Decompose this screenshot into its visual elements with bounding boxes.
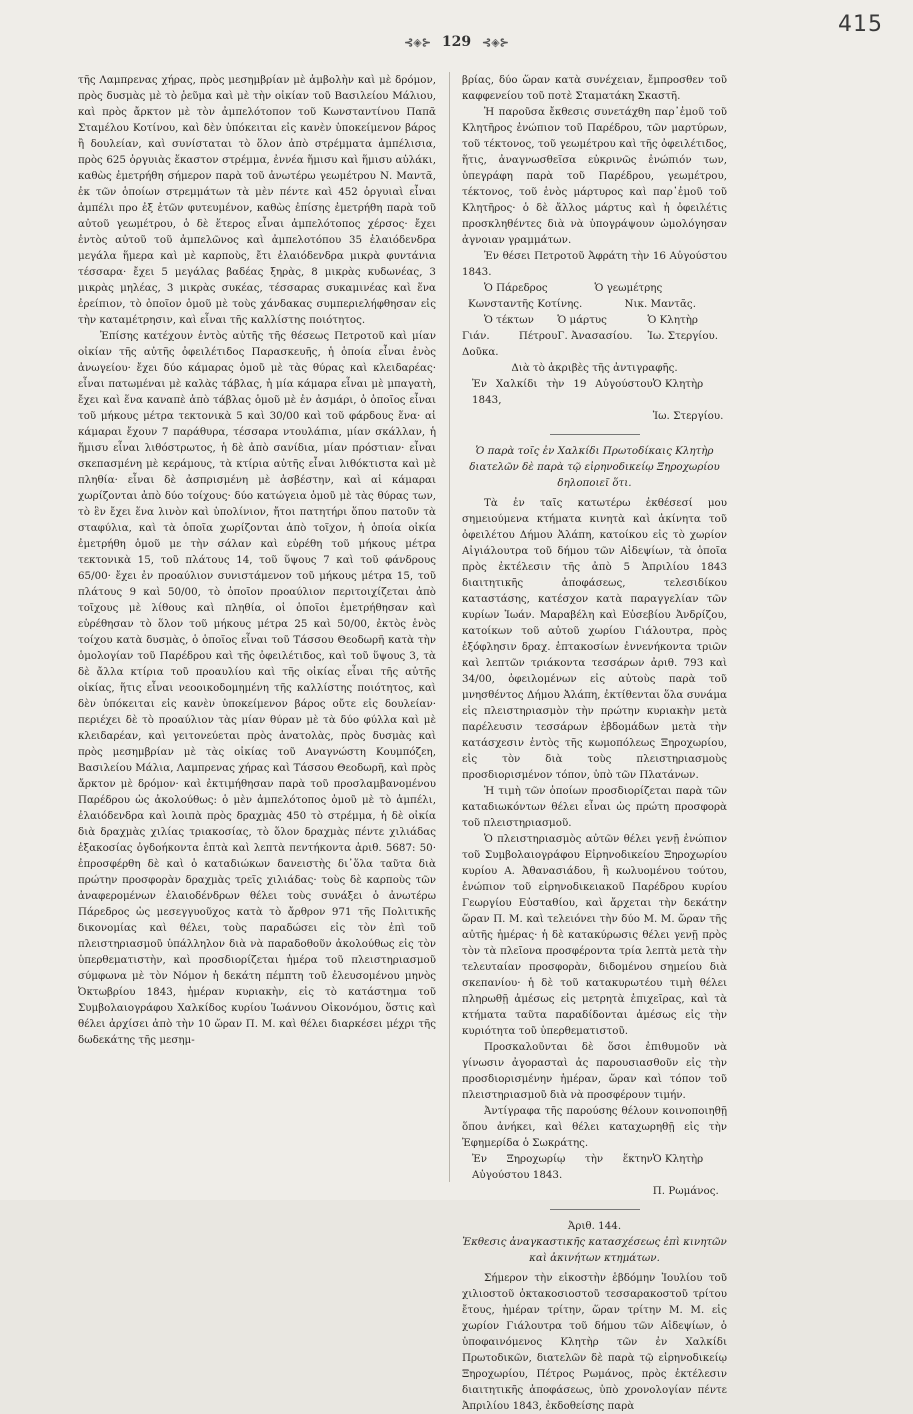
notice-date-line: Ἐν Ξηροχωρίῳ τὴν ἕκτην Αὐγούστου 1843. <box>472 1153 653 1181</box>
ornament-right-icon: ⊰◈⊱ <box>481 36 509 49</box>
notice-heading: Ὁ παρὰ τοῖς ἐν Χαλκίδι Πρωτοδίκαις Κλητὴρ διατελῶν δὲ παρὰ τῷ εἰρηνοδικείῳ Ξηροχωρίου δηλοποιεῖ ὅτι. <box>469 445 720 489</box>
notice-sig-role: Ὁ Κλητὴρ <box>652 1153 704 1165</box>
right-closing-paragraph: Ἡ παροῦσα ἔκθεσις συνετάχθη παρ᾽ἐμοῦ τοῦ Κλητῆρος ἐνώπιον τοῦ Παρέδρου, τῶν μαρτύρων, τοῦ τέκτονος, τοῦ γεωμέτρου καὶ τῆς ὀφειλέτιδος, ἥτις, ἀναγνωσθεῖσα εὐκρινῶς ἐνώπιόν των, ὑπεγράφη παρὰ τοῦ Παρέδρου, γεωμέτρου, τέκτονος, τοῦ ἑνὸς μάρτυρος καὶ παρ᾽ἐμοῦ τοῦ Κλητῆρος· ὁ δὲ ἄλλος μάρτυς καὶ ἡ ὀφειλέτις προσκληθέντες διὰ νὰ ὑπογράψουν ὡμολόγησαν ἀγνοιαν γραμμάτων. <box>462 106 727 246</box>
signature-block-2 <box>462 312 727 360</box>
notice-paragraph-2: Ἡ τιμὴ τῶν ὁποίων προσδιορίζεται παρὰ τῶν καταδιωκόντων θέλει εἶναι ὡς πρώτη προσφορὰ τοῦ πλειστηριασμοῦ. <box>462 785 727 829</box>
sig-role-tekton: Ὁ τέκτων <box>484 314 534 326</box>
sig-role-klitir-2: Ὁ Κλητὴρ <box>652 378 704 390</box>
sig-name-kotinis: Κωνσταντῆς Κοτίνης. <box>468 298 583 310</box>
notice-paragraph-5: Ἀντίγραφα τῆς παρούσης θέλουν κοινοποιηθῇ ὅπου ἀνήκει, καὶ θέλει καταχωρηθῇ εἰς τὴν Ἐφημερίδα ὁ Σωκράτης. <box>462 1105 727 1149</box>
notice-sig-name: Π. Ρωμάνος. <box>652 1185 719 1197</box>
right-date-line-2: Ἐν Χαλκίδι τὴν 19 Αὐγούστου 1843, <box>472 378 653 406</box>
copy-certification: Διὰ τὸ ἀκριβὲς τῆς ἀντιγραφῆς. <box>511 362 678 374</box>
sig-name-stergiou-2: Ἰω. Στεργίου. <box>652 410 724 422</box>
signature-block-4 <box>462 1151 727 1199</box>
signature-block-1 <box>462 280 727 312</box>
sig-role-klitir: Ὁ Κλητὴρ <box>647 314 698 326</box>
right-continuation: βρίας, δύο ὥραν κατὰ συνέχειαν, ἔμπροσθεν τοῦ καφφενείου τοῦ ποτὲ Σταματάκη Σκαστῆ. <box>462 74 727 102</box>
right-column-content <box>462 72 727 1414</box>
sig-role-paredros: Ὁ Πάρεδρος <box>484 282 548 294</box>
sig-name-mantas: Νικ. Μαντᾶς. <box>624 298 696 310</box>
signature-block-3 <box>462 376 727 424</box>
notice-paragraph-3: Ὁ πλειστηριασμὸς αὐτῶν θέλει γενῇ ἐνώπιον τοῦ Συμβολαιογράφου Εἰρηνοδικείου Ξηροχωρίου κυρίου Α. Ἀθανασιάδου, ἢ κωλυομένου τούτου, ἐνώπιον τοῦ εἰρηνοδικειακοῦ Παρέδρου κυρίου Γεωργίου Εὐσταθίου, καὶ ἄρχεται τὴν δεκάτην ὥραν Π. Μ. καὶ τελειόνει τὴν δύο Μ. Μ. ὥραν τῆς αὐτῆς ἡμέρας· ἡ δὲ κατακύρωσις θέλει γενῇ πρὸς τὸν τὰ πλεῖονα προσφέροντα τρία λεπτὰ μετὰ τὴν τελευταίαν προσφορὰν, διδομένου σημείου διὰ σκεπανίου· ἡ δὲ τοῦ κατακυρωτέου τιμὴ θέλει πληρωθῇ ἀμέσως εἰς μετρητὰ ἐπιχεῖρας, καὶ τὰ κτήματα ταῦτα παραδίδονται ἀμέσως εἰς τὴν κυριότητα τοῦ ὑπερθεματιστοῦ. <box>462 833 727 1037</box>
section-rule-2 <box>550 1209 640 1210</box>
page-number-header <box>0 34 913 50</box>
column-divider <box>449 72 450 1182</box>
sig-name-stergiou-1: Ἰω. Στεργίου. <box>647 330 719 342</box>
notice-paragraph-1: Τὰ ἐν ταῖς κατωτέρω ἐκθέσεσί μου σημειούμενα κτήματα κινητὰ καὶ ἀκίνητα τοῦ ὀφειλέτου Δήμου Ἀλάπη, κατοίκου εἰς τὸ χωρίον Αἰγιάλουτρα τοῦ δήμου τῶν Αἰδεψίων, τὰ ὁποῖα πρὸς ἐκτέλεσιν τῆς ἀπὸ 5 Ἀπριλίου 1843 διαιτητικῆς ἀποφάσεως, τελεσιδίκου καταστάσης, κατέσχον κατὰ παραγγελίαν τῶν κυρίων Ἰωάν. Μαραβέλη καὶ Εὐσεβίου Ἀνδρίζου, κατοίκων τοῦ αὐτοῦ χωρίου Γιάλουτρα, πρὸς ἐξόφλησιν δραχ. ἑπτακοσίων ἐννενήκοντα τριῶν καὶ λεπτῶν τριάκοντα τεσσάρων ἀριθ. 793 καὶ 34/00, ὀφειλομένων εἰς αὐτοὺς παρὰ τοῦ μνησθέντος Δήμου Ἀλάπη, ἐκτίθενται ὅλα συνάμα εἰς πλειστηριασμὸν τὴν πρώτην κυριακὴν μετὰ παρέλευσιν τεσσάρων ἑβδομάδων μετὰ τὴν κατάσχεσιν ἐντὸς τῆς κωμοπόλεως Ξηροχωρίου, εἰς τὸν διὰ τοὺς πλειστηριασμοὺς προσδιορισμένον τόπον, ὑπὸ τῶν Πλατάνων. <box>462 497 727 781</box>
ornament-left-icon: ⊰◈⊱ <box>404 36 431 49</box>
left-paragraph-1: τῆς Λαμπρενας χήρας, πρὸς μεσημβρίαν μὲ ἀμβολὴν καὶ μὲ δρόμον, πρὸς δυσμὰς μὲ τὸ ῥεῦμα καὶ μὲ τὴν οἰκίαν τοῦ Βασιλείου Μάλιου, καὶ πρὸς ἄρκτον μὲ τὸν ἀμπελότοπον τοῦ Κωνσταντίνου Παπᾶ Σταμέλου Κοτίνου, καὶ δὲν ὑπόκειται εἰς κανὲν ὑποκείμενον βάρος ἢ δουλείαν, καὶ συνίσταται τὸ ὅλον ἀπὸ στρέμματα ἀμπέλισια, πρὸς 625 ὀργυιὰς ἕκαστον στρέμμα, ἐννέα ἥμισυ καὶ ἥμισυ αὐλάκι, καθὼς ἐμετρήθη σήμερον παρὰ τοῦ ἀνωτέρω γεωμέτρου Ν. Μαντᾶ, ἐκ τῶν ὁποίων στρεμμάτων τὰ μὲν πέντε καὶ 452 ὀργυιαὶ εἶναι ἀμπέλι προ ἐξ ἐτῶν φυτευμένον, καθὼς ἐπίσης ἐμετρήθη παρὰ τοῦ αὐτοῦ γεωμέτρου, ὁ δὲ ἕτερος εἶναι ἀμπελότοπος χέρσος· ἔχει ἐντὸς αὐτοῦ τοῦ ἀμπελῶνος καὶ ἀμπελοτόπου 35 ἐλαιόδενδρα μεγάλα ἥμερα καὶ μὲ καρποὺς, ἔτι ἐλαιόδενδρα μικρὰ φυντάνια τέσσαρα· ἔχει 5 μεγάλας βαδέας ξηρὰς, 8 μικρὰς κυδωνέας, 3 μικρὰς μηλέας, 3 μικρὰς συκέας, τέσσαρας συκαμινέας καὶ ἕνα ἐρείπιον, τὸ ὁποῖον ὁμοῦ μὲ τοὺς χάνδακας συμπεριελήφθησαν εἰς τὴν καταμέτρησιν, καὶ εἶναι τῆς καλλίστης ποιότητος. <box>78 74 436 326</box>
section-rule <box>550 434 640 435</box>
page-number: 129 <box>441 34 472 50</box>
article-body: Σήμερον τὴν εἰκοστὴν ἑβδόμην Ἰουλίου τοῦ χιλιοστοῦ ὀκτακοσιοστοῦ τεσσαρακοστοῦ τρίτου ἔτους, ἡμέραν τρίτην, ὥραν τρίτην Μ. Μ. εἰς χωρίον Γιάλουτρα τοῦ δήμου τῶν Αἰδεψίων, ὁ ὑποφαινόμενος Κλητὴρ τῶν ἐν Χαλκίδι Πρωτοδικῶν, διατελῶν δὲ παρὰ τῷ εἰρηνοδικείῳ Ξηροχωρίου, Πέτρος Ρωμάνος, πρὸς ἐκτέλεσιν διαιτητικῆς ἀποφάσεως, ὑπὸ χρονολογίαν πέντε Ἀπριλίου 1843, ἐκδοθείσης παρὰ <box>462 1272 727 1412</box>
left-column <box>78 72 436 1182</box>
sig-role-geometris: Ὁ γεωμέτρης <box>594 282 663 294</box>
sig-name-doukas: Γιάν. Πέτρου Δοῦκα. <box>462 330 558 358</box>
handwritten-folio-number: 415 <box>838 12 883 37</box>
sig-role-martys: Ὁ μάρτυς <box>557 314 607 326</box>
left-paragraph-2: Ἐπίσης κατέχουν ἐντὸς αὐτῆς τῆς θέσεως Πετροτοῦ καὶ μίαν οἰκίαν τῆς αὐτῆς ὀφειλέτιδος Παρασκευῆς, ἡ ὁποία εἶναι ἐνὸς ἀνωγείου· ἔχει δύο κάμαρας ὁμοῦ μὲ τὰς θύρας καὶ κλειδαρέας· εἶναι πατωμέναι μὲ καλὰς τάβλας, ἡ μία κάμαρα εἶναι μὲ μπαγατὴ, ἔχει καὶ ἕνα καναπὲ ἀπὸ τάβλας ὁμοῦ μὲ ἐν ἀσμάρι, ὁ ὁποῖος εἶναι τοῦ μήκους μέτρα τεκτονικὰ 5 καὶ 30/00 καὶ τοῦ φάρδους ἕνα· αἱ κάμαραι ἔχουν 7 παράθυρα, τέσσαρα ντουλάπια, μίαν σκάλλαν, ἡ ἥμισυ εἶναι λιθόστρωτος, ἡ δὲ ἀπὸ σανίδια, μίαν πρόστιαν· εἶναι σκεπασμένη μὲ κεράμους, τὰ κτίρια αὐτῆς εἶναι λιθόκτιστα καὶ μὲ πληθία· εἶναι δὲ ἀσπρισμένη μὲ ἀσβέστην, καὶ αἱ κάμαραι χωρίζονται ἀπὸ δύο τοίχους· δύο κατώγεια ὁμοῦ μὲ τὰς θύρας των, τὸ ἓν ἔχει ἕνα λινὸν καὶ ὑπολίνιον, ἤτοι πατητήρι ὅπου πατοῦν τὰ σταφύλια, καὶ τὰ ὁποῖα χωρίζονται ἀπὸ τοῖχον, ἡ ὁποία οἰκία ἐμετρήθη ὁμοῦ με τὴν σάλαν καὶ εὑρέθη τοῦ μήκους μέτρα τεκτονικὰ 15, τοῦ πλάτους 14, τοῦ ὕψους 7 καὶ τοῦ φάνδρους 65/00· ἔχει ἐν προαύλιον συνιστάμενον τοῦ μήκους μέτρα 15, τοῦ πλάτους 9 καὶ 50/00, τὸ ὁποῖον προαύλιον περιτοιχίζεται ἀπὸ τοῖχους μὲ λίθους καὶ πληθία, οἱ ὁποῖοι ἐμετρήθησαν καὶ εὑρέθησαν τὸ ὅλον τοῦ μήκους μέτρα 25 καὶ 50/00, ἐκτὸς ἑνὸς τοίχου κατὰ δυσμὰς, ὁ ὁποῖος εἶναι τοῦ Τάσσου Θεοδωρῆ κατὰ τὴν ὁμολογίαν τοῦ Παρέδρου καὶ τῆς ὀφειλέτιδος, καὶ τοῦ ὕψους 3, τὰ δὲ ἄλλα κτίρια τοῦ προαυλίου καὶ τῆς οἰκίας εἶναι τῆς αὐτῆς οἰκίας, ἥτις εἶναι νεοοικοδομημένη τῆς καλλίστης ποιότητος, καὶ δὲν ὑπόκειται εἰς κανὲν ὑποκείμενον βάρος οὔτε εἰς δουλείαν· περιέχει δὲ τὸ προαύλιον τὰς μίαν θύραν μὲ τὰ δύο φύλλα καὶ μὲ κλειδαρέαν, καὶ γειτονεύεται πρὸς ἀνατολὰς, πρὸς δυσμὰς καὶ πρὸς μεσημβρίαν μὲ τὰς οἰκίας τοῦ Αναγνώστη Κουμπόζεη, Βασιλείου Μάλια, Λαμπρενας χήρας καὶ Τάσσου Θεοδωρῆ, καὶ πρὸς ἄρκτον μὲ δρόμον· καὶ ἐκτιμήθησαν παρὰ τοῦ προσλαμβανομένου Παρέδρου ὡς ἀκολούθως: ὁ μὲν ἀμπελότοπος ὁμοῦ μὲ τὸ ἀμπέλι, ἐλαιόδενδρα καὶ λοιπὰ πρὸς δραχμὰς 450 τὸ στρέμμα, ἡ δὲ οἰκία διὰ δραχμὰς χιλίας τριακοσίας, τὸ ὅλον δραχμὰς πέντε χιλιάδας ἑξακοσίας ὀγδοήκοντα ἑπτὰ καὶ λεπτὰ πεντήκοντα ἀριθ. 5687: 50· ἐπροσφέρθη δὲ καὶ ὁ καταδιώκων δανειστὴς δι᾽ὅλα ταῦτα διὰ πρώτην προσφορὰν δραχμὰς τρεῖς χιλιάδας· τοὺς δὲ καρποὺς τῶν ἀναφερομένων ἐλαιοδένδρων θέλει τοὺς συνάξει ὁ ἀνωτέρω Πάρεδρος ὡς μεσεγγυοῦχος κατὰ τὸ ἄρθρον 971 τῆς Πολιτικῆς δικονομίας καὶ θέλει, τοὺς παραδώσει εἰς τὸν ἐπὶ τοῦ πλειστηριασμοῦ ὑπάλληλον διὰ νὰ παραδοθοῦν ἀκολούθως εἰς τὸν ὑπερθεματιστὴν, καὶ προσδιορίζεται ἡμέρα τοῦ πλειστηριασμοῦ σύμφωνα μὲ τὸν Νόμον ἡ δεκάτη πέμπτη τοῦ ἐλευσομένου μηνὸς Ὀκτωβρίου 1843, ἡμέραν κυριακὴν, εἰς τὸ κατάστημα τοῦ Συμβολαιογράφου Χαλκίδος κυρίου Ἰωάννου Οἰκονόμου, ὅστις καὶ θέλει ἀρχίσει ἀπὸ τὴν 10 ὥραν Π. Μ. καὶ θέλει διαρκέσει μέχρι τῆς δωδεκάτης τῆς μεσημ- <box>78 330 436 1046</box>
article-title: Ἐκθεσις ἀναγκαστικῆς κατασχέσεως ἐπὶ κινητῶν καὶ ἀκινήτων κτημάτων. <box>462 1236 727 1264</box>
notice-paragraph-4: Προσκαλοῦνται δὲ ὅσοι ἐπιθυμοῦν νὰ γίνωσιν ἀγορασταὶ ἀς παρουσιασθοῦν εἰς τὴν προσδιορισμένην ἡμέραν, ὥραν καὶ τόπον τοῦ πλειστηριασμοῦ διὰ νὰ προσφέρουν τιμήν. <box>462 1041 727 1101</box>
right-date-line-1: Ἐν θέσει Πετροτοῦ Ἀφράτη τὴν 16 Αὐγούστου 1843. <box>462 250 727 278</box>
article-number: Ἀριθ. 144. <box>567 1220 622 1232</box>
sig-name-anasasiou: Γ. Ἀνασασίου. <box>557 330 633 342</box>
